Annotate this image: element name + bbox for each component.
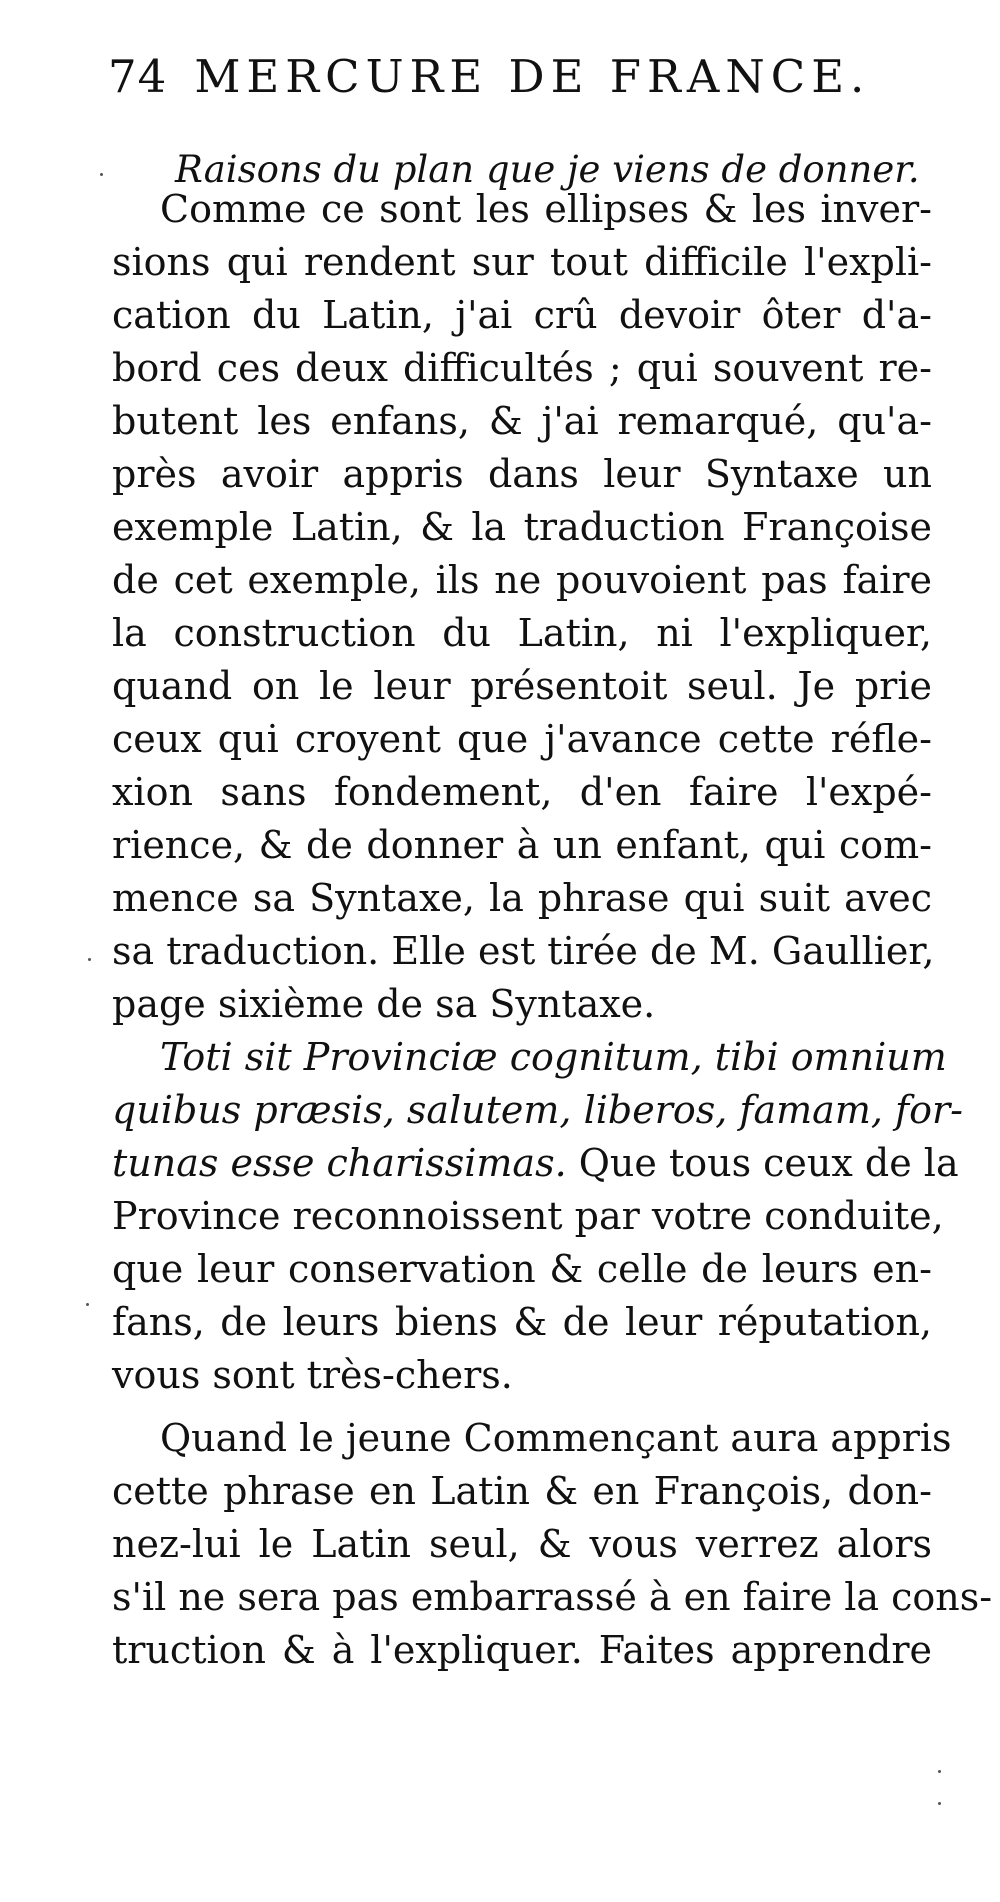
french-fragment: Que tous ceux de la [566, 1141, 959, 1185]
text-line: fans, de leurs biens & de leur réputation, [112, 1300, 932, 1344]
text-line: quand on le leur présentoit seul. Je prie [112, 664, 932, 708]
latin-fragment: tunas esse charissimas. [112, 1141, 567, 1185]
text-line: sions qui rendent sur tout difficile l'expli- [112, 240, 932, 284]
page-number: 74 [108, 50, 168, 103]
mixed-line [112, 1137, 959, 1190]
text-line: rience, & de donner à un enfant, qui com- [112, 823, 932, 867]
text-line: ceux qui croyent que j'avance cette réfle- [112, 717, 932, 761]
text-line: près avoir appris dans leur Syntaxe un [112, 452, 932, 496]
text-line: mence sa Syntaxe, la phrase qui suit avec [112, 876, 932, 920]
scan-speck [86, 1303, 89, 1306]
latin-line: Toti sit Provinciæ cognitum, tibi omnium [160, 1035, 947, 1079]
text-line: xion sans fondement, d'en faire l'expé- [112, 770, 932, 814]
text-line: butent les enfans, & j'ai remarqué, qu'a- [112, 399, 932, 443]
latin-line: quibus præsis, salutem, liberos, famam, for- [112, 1088, 963, 1132]
running-head: MERCURE DE FRANCE. [194, 50, 871, 103]
text-line: bord ces deux difficultés ; qui souvent re- [112, 346, 932, 390]
page-header [108, 50, 928, 110]
scan-speck [88, 958, 91, 961]
text-line: nez-lui le Latin seul, & vous verrez alors [112, 1522, 932, 1566]
section-heading: Raisons du plan que je viens de donner. [175, 148, 920, 191]
text-line: Province reconnoissent par votre conduite, [112, 1194, 944, 1238]
scan-speck [100, 173, 103, 176]
text-line: cation du Latin, j'ai crû devoir ôter d'a- [112, 293, 932, 337]
text-line: que leur conservation & celle de leurs en- [112, 1247, 932, 1291]
text-line: sa traduction. Elle est tirée de M. Gaullier, [112, 929, 935, 973]
scan-speck [938, 1770, 941, 1773]
text-line: la construction du Latin, ni l'expliquer, [112, 611, 932, 655]
text-line: vous sont très-chers. [112, 1353, 513, 1397]
text-line: exemple Latin, & la traduction Françoise [112, 505, 932, 549]
text-line: page sixième de sa Syntaxe. [112, 982, 656, 1026]
text-line: s'il ne sera pas embarrassé à en faire la cons- [112, 1575, 993, 1619]
text-line: Quand le jeune Commençant aura appris [160, 1416, 952, 1460]
text-line: de cet exemple, ils ne pouvoient pas faire [112, 558, 932, 602]
text-line: truction & à l'expliquer. Faites apprendre [112, 1628, 932, 1672]
text-line: cette phrase en Latin & en François, don- [112, 1469, 932, 1513]
text-line: Comme ce sont les ellipses & les inver- [160, 187, 932, 231]
scan-speck [938, 1802, 941, 1805]
